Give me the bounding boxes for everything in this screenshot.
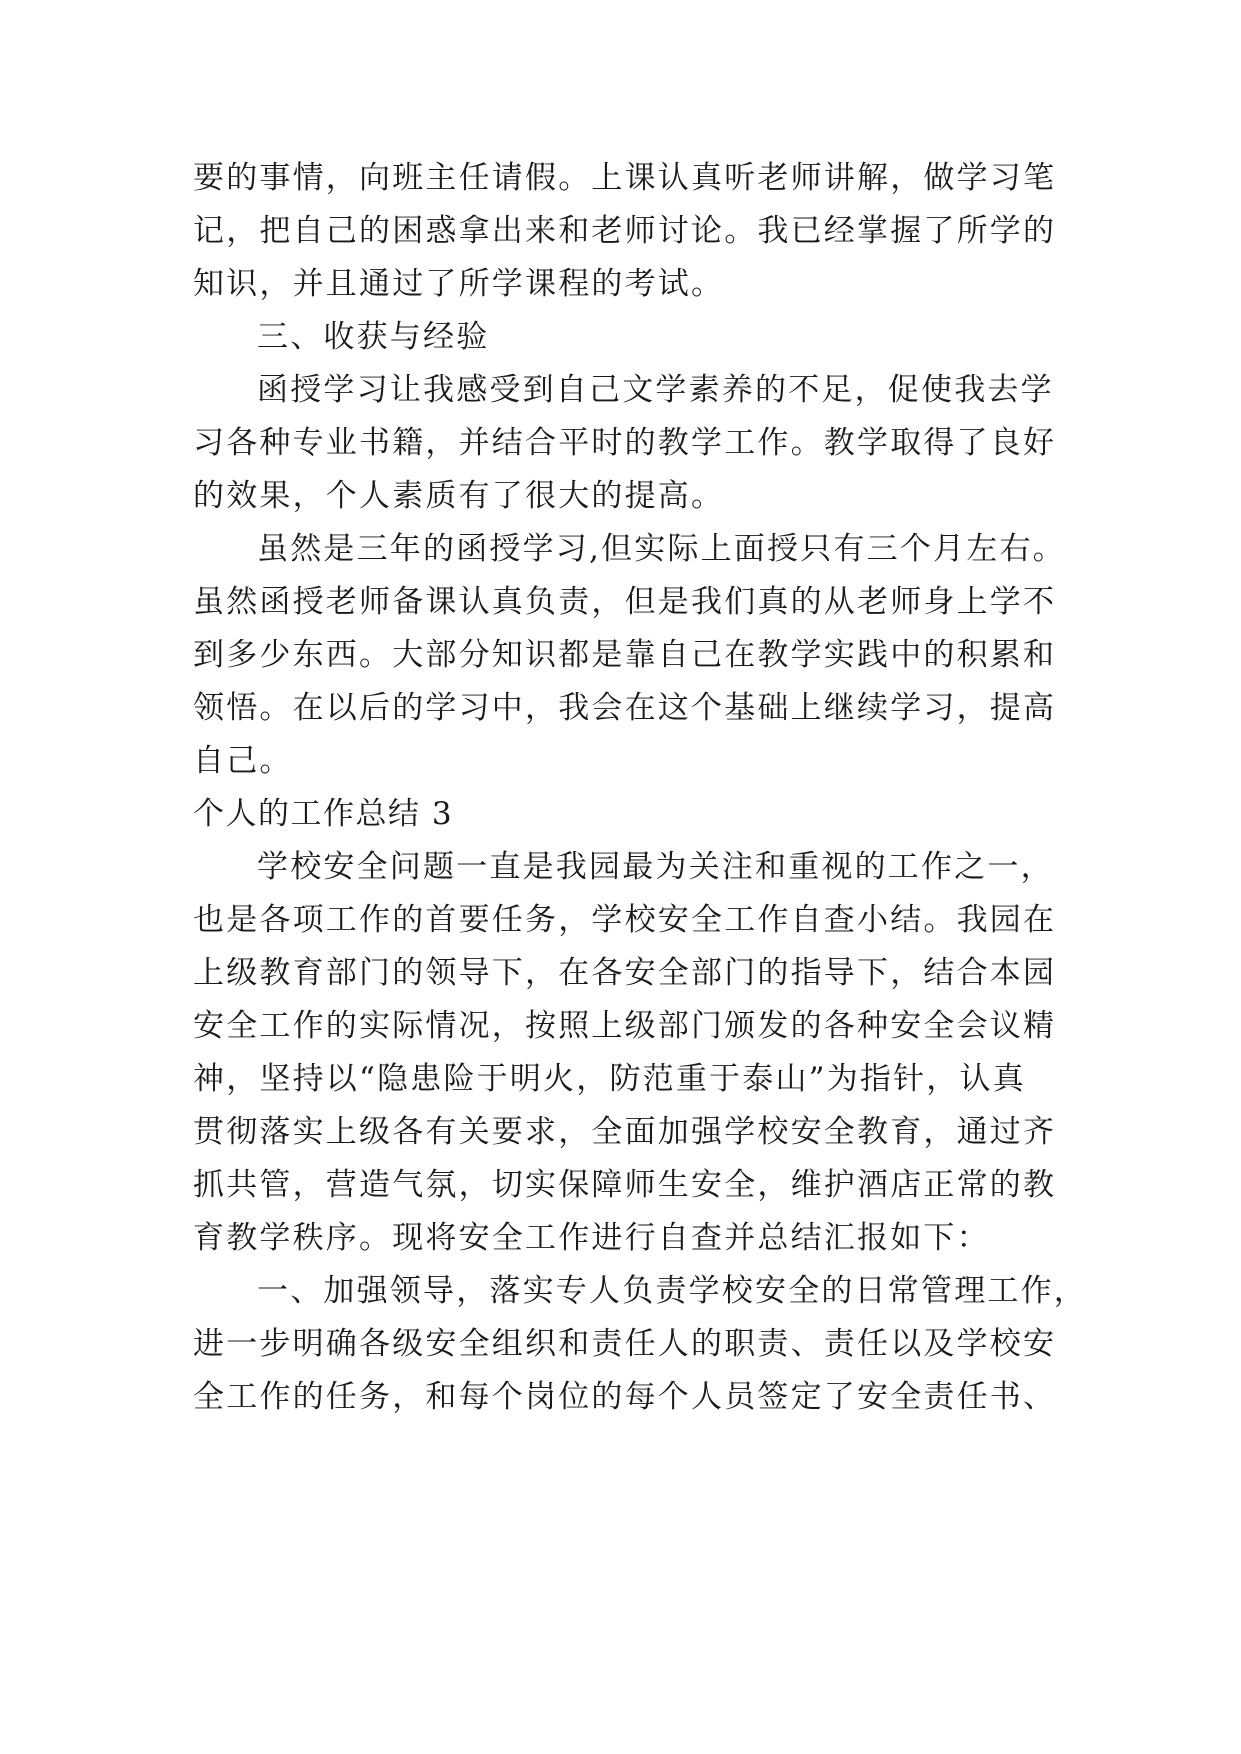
text-line: 抓共管，营造气氛，切实保障师生安全，维护酒店正常的教	[193, 1167, 1057, 1203]
text-line: 全工作的任务，和每个岗位的每个人员签定了安全责任书、	[193, 1379, 1057, 1415]
document-body	[193, 152, 1087, 1424]
document-title: 个人的工作总结 3	[193, 796, 454, 832]
text-line: 虽然函授老师备课认真负责，但是我们真的从老师身上学不	[193, 584, 1057, 620]
text-line: 学校安全问题一直是我园最为关注和重视的工作之一，	[257, 849, 1054, 885]
text-line: 神，坚持以“隐患险于明火，防范重于泰山”为指针，认真	[193, 1061, 1026, 1097]
text-line: 知识，并且通过了所学课程的考试。	[193, 266, 725, 302]
text-line: 上级教育部门的领导下，在各安全部门的指导下，结合本园	[193, 955, 1057, 991]
section-heading: 三、收获与经验	[257, 319, 490, 355]
text-line: 要的事情，向班主任请假。上课认真听老师讲解，做学习笔	[193, 160, 1057, 196]
text-line: 自己。	[193, 743, 293, 779]
text-line: 虽然是三年的函授学习,但实际上面授只有三个月左右。	[257, 531, 1066, 567]
text-line: 领悟。在以后的学习中，我会在这个基础上继续学习，提高	[193, 690, 1057, 726]
text-line: 进一步明确各级安全组织和责任人的职责、责任以及学校安	[193, 1326, 1057, 1362]
text-line: 安全工作的实际情况，按照上级部门颁发的各种安全会议精	[193, 1008, 1057, 1044]
text-line: 记，把自己的困惑拿出来和老师讨论。我已经掌握了所学的	[193, 213, 1057, 249]
text-line: 贯彻落实上级各有关要求，全面加强学校安全教育，通过齐	[193, 1114, 1057, 1150]
text-line: 习各种专业书籍，并结合平时的教学工作。教学取得了良好	[193, 425, 1057, 461]
text-line: 函授学习让我感受到自己文学素养的不足，促使我去学	[257, 372, 1054, 408]
text-line: 也是各项工作的首要任务，学校安全工作自查小结。我园在	[193, 902, 1057, 938]
text-line: 一、加强领导，落实专人负责学校安全的日常管理工作，	[257, 1273, 1087, 1309]
text-line: 育教学秩序。现将安全工作进行自查并总结汇报如下：	[193, 1220, 990, 1256]
text-line: 的效果，个人素质有了很大的提高。	[193, 478, 725, 514]
text-line: 到多少东西。大部分知识都是靠自己在教学实践中的积累和	[193, 637, 1057, 673]
